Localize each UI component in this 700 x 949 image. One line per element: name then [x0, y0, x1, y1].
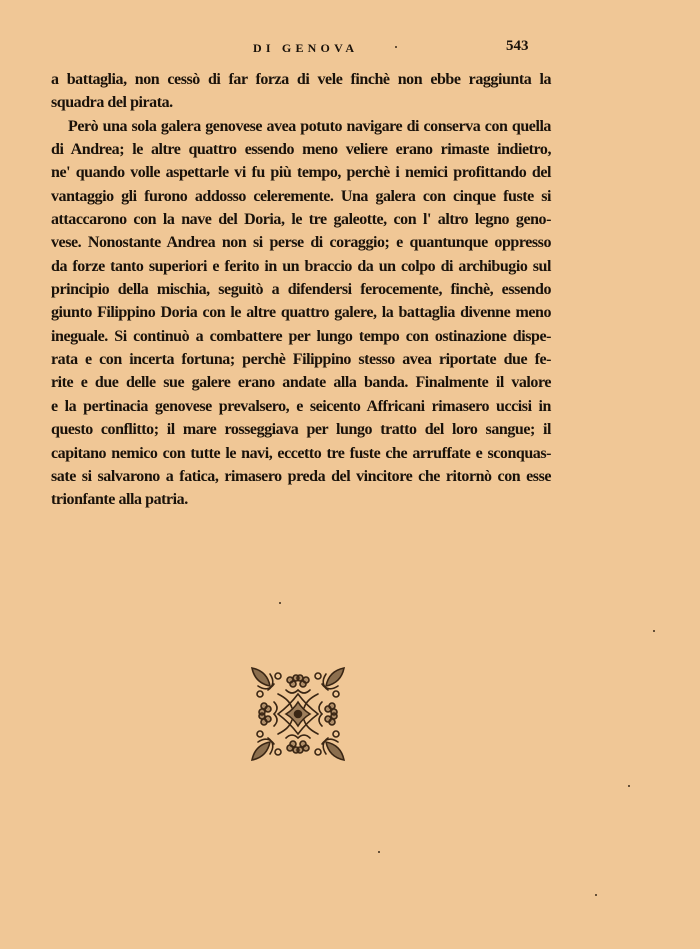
text-line: ne' quando volle aspettarle vi fu più tempo, perchè i nemici profittando del	[51, 164, 551, 182]
paper-speck	[279, 602, 281, 604]
text-line: ineguale. Si continuò a combattere per lungo tempo con ostinazione dispe-	[51, 327, 551, 345]
text-line: rite e due delle sue galere erano andate alla banda. Finalmente il valore	[51, 374, 551, 392]
text-line: trionfante alla patria.	[51, 491, 188, 509]
text-line: giunto Filippino Doria con le altre quattro galere, la battaglia divenne meno	[51, 304, 551, 322]
text-line: principio della mischia, seguitò a difendersi ferocemente, finchè, essendo	[51, 281, 551, 299]
running-header	[0, 38, 700, 60]
paper-speck	[378, 851, 380, 853]
text-line: Però una sola galera genovese avea potuto navigare di conserva con quella	[68, 117, 551, 135]
text-line: squadra del pirata.	[51, 94, 173, 112]
text-line: di Andrea; le altre quattro essendo meno veliere erano rimaste indietro,	[51, 141, 551, 159]
paper-speck	[628, 785, 630, 787]
text-line: capitano nemico con tutte le navi, eccetto tre fuste che arruffate e sconquas-	[51, 444, 551, 462]
floral-tailpiece-ornament-icon	[248, 664, 348, 764]
body-text	[51, 68, 551, 512]
text-line: vantaggio gli furono addosso celeremente. Una galera con cinque fuste si	[51, 187, 551, 205]
text-line: e la pertinacia genovese prevalsero, e seicento Affricani rimasero uccisi in	[51, 397, 551, 415]
paragraph-1	[51, 68, 551, 115]
paper-speck	[595, 894, 597, 896]
paper-speck	[653, 630, 655, 632]
text-line: a battaglia, non cessò di far forza di vele finchè non ebbe raggiunta la	[51, 71, 551, 88]
text-line: sate si salvarono a fatica, rimasero preda del vincitore che ritornò con esse	[51, 467, 551, 485]
running-title: DI GENOVA	[253, 41, 359, 55]
text-line: vese. Nonostante Andrea non si perse di coraggio; e quantunque oppresso	[51, 234, 551, 252]
text-line: attaccarono con la nave del Doria, le tre galeotte, con l' altro legno geno-	[51, 211, 551, 229]
paper-speck	[395, 46, 397, 48]
paragraph-2	[51, 115, 551, 512]
text-line: questo conflitto; il mare rosseggiava per lungo tratto del loro sangue; il	[51, 421, 551, 439]
text-line: rata e con incerta fortuna; perchè Filippino stesso avea riportate due fe-	[51, 351, 551, 369]
text-line: da forze tanto superiori e ferito in un braccio da un colpo di archibugio sul	[51, 257, 551, 275]
page-number: 543	[506, 38, 529, 54]
